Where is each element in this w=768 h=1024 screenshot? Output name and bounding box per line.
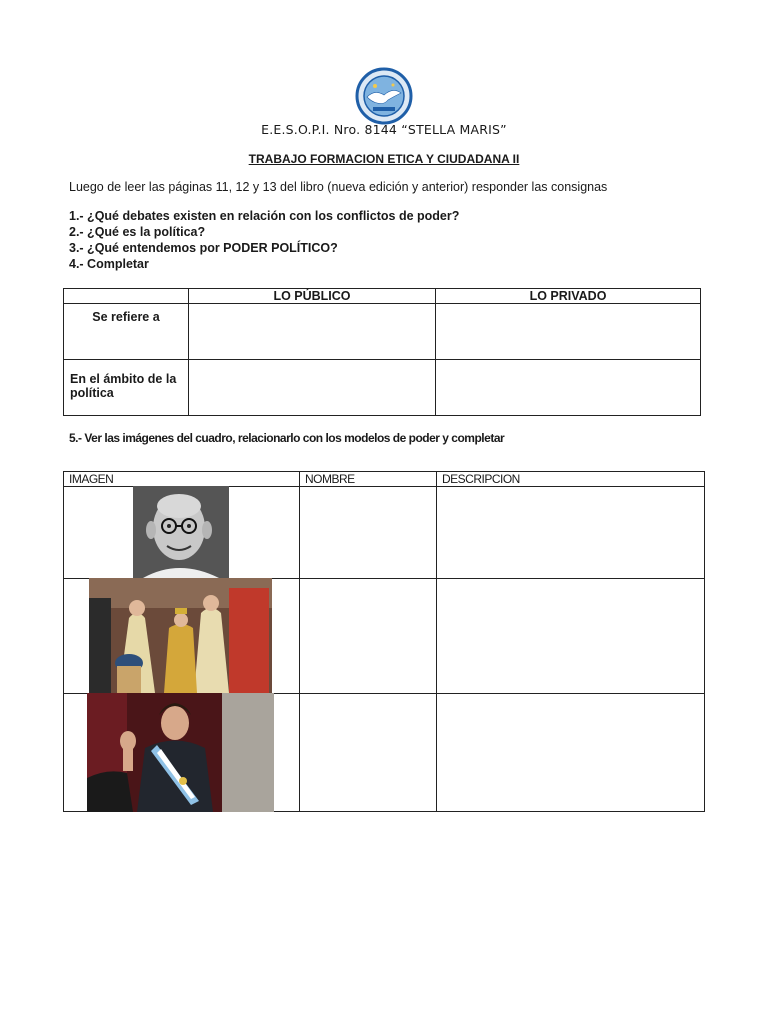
table-row	[64, 694, 705, 812]
descripcion-cell-3[interactable]	[437, 694, 705, 812]
image-cell-1	[64, 487, 300, 579]
answer-cell-privado-1[interactable]	[436, 304, 701, 360]
table-row	[64, 304, 701, 360]
descripcion-cell-2[interactable]	[437, 579, 705, 694]
question-list	[69, 208, 459, 272]
image-cell-3	[64, 694, 300, 812]
header-nombre: NOMBRE	[300, 472, 437, 487]
question-1: 1.- ¿Qué debates existen en relación con los conflictos de poder?	[69, 209, 460, 223]
school-logo	[355, 67, 413, 125]
table-header-row	[64, 472, 705, 487]
question-2: 2.- ¿Qué es la política?	[69, 225, 206, 239]
portrait-photo	[133, 486, 229, 578]
row-label-se-refiere: Se refiere a	[64, 304, 189, 360]
row-label-ambito-politica: En el ámbito de la política	[64, 360, 189, 416]
table-row	[64, 579, 705, 694]
instructions-text: Luego de leer las páginas 11, 12 y 13 del libro (nueva edición y anterior) responder las consignas	[69, 180, 608, 194]
header-lo-publico: LO PÚBLICO	[189, 289, 436, 304]
answer-cell-privado-2[interactable]	[436, 360, 701, 416]
public-private-table	[63, 288, 701, 416]
ceremony-photo	[89, 578, 272, 693]
header-imagen: IMAGEN	[64, 472, 300, 487]
president-photo	[87, 693, 274, 812]
nombre-cell-1[interactable]	[300, 487, 437, 579]
header-descripcion: DESCRIPCION	[437, 472, 705, 487]
images-table	[63, 471, 705, 812]
image-cell-2	[64, 579, 300, 694]
page-title: TRABAJO FORMACION ETICA Y CIUDADANA II	[248, 152, 520, 166]
answer-cell-publico-1[interactable]	[189, 304, 436, 360]
question-3: 3.- ¿Qué entendemos por PODER POLÍTICO?	[69, 241, 338, 255]
answer-cell-publico-2[interactable]	[189, 360, 436, 416]
nombre-cell-2[interactable]	[300, 579, 437, 694]
question-5: 5.- Ver las imágenes del cuadro, relacionarlo con los modelos de poder y completar	[69, 431, 505, 445]
table-row	[64, 487, 705, 579]
table-row	[64, 360, 701, 416]
header-empty	[64, 289, 189, 304]
school-name: E.E.S.O.P.I. Nro. 8144 “STELLA MARIS”	[261, 122, 507, 137]
table-header-row	[64, 289, 701, 304]
nombre-cell-3[interactable]	[300, 694, 437, 812]
header-lo-privado: LO PRIVADO	[436, 289, 701, 304]
descripcion-cell-1[interactable]	[437, 487, 705, 579]
question-4: 4.- Completar	[69, 257, 149, 271]
